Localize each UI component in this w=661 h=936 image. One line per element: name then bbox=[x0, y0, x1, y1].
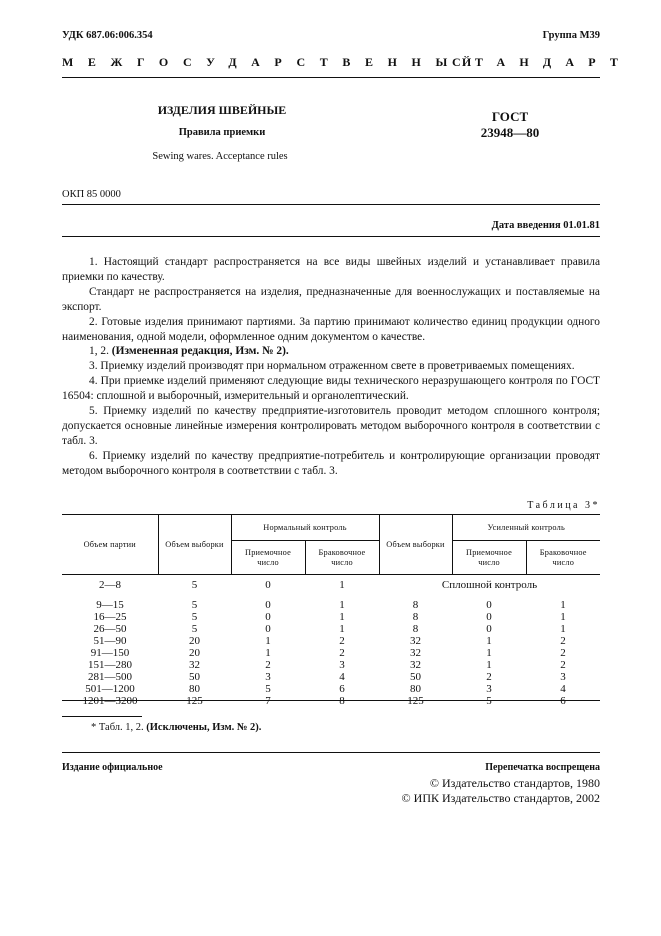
cell-accept: 0 bbox=[265, 579, 271, 592]
reprint-prohibited: Перепечатка воспрещена bbox=[485, 762, 600, 773]
cell-sample-tightened: 80 bbox=[410, 682, 421, 695]
udk-code: УДК 687.06:006.354 bbox=[62, 30, 153, 41]
cell-sample-tightened: 32 bbox=[410, 634, 421, 647]
date-rule bbox=[62, 236, 600, 237]
cell-sample: 5 bbox=[191, 579, 198, 592]
cell-accept: 2 bbox=[265, 658, 271, 671]
cell-accept: 0 bbox=[265, 622, 271, 635]
cell-accept-tightened: 2 bbox=[486, 670, 492, 683]
header-reject-tightened: Браковочное число bbox=[526, 541, 600, 575]
cell-accept-tightened: 1 bbox=[486, 646, 492, 659]
group-code: Группа М39 bbox=[542, 30, 600, 41]
paragraph-1b: Стандарт не распространяется на изделия, предназначенные для военнослужащих и поставляемые на экспорт. bbox=[62, 285, 600, 313]
okp-rule bbox=[62, 204, 600, 205]
banner-standard: СТАНДАРТ bbox=[452, 55, 633, 69]
gost-label: ГОСТ bbox=[491, 109, 529, 124]
effective-date bbox=[492, 220, 600, 231]
cell-reject: 1 bbox=[339, 579, 345, 592]
cell-lot: 501—1200 bbox=[85, 682, 135, 695]
copyright-1980: © Издательство стандартов, 1980 bbox=[429, 776, 600, 790]
edit-note bbox=[62, 344, 600, 359]
footnote-text: (Исключены, Изм. № 2). bbox=[146, 722, 262, 733]
cell-sample-tightened: 32 bbox=[410, 658, 421, 671]
cell-accept: 0 bbox=[265, 610, 271, 623]
cell-lot: 16—25 bbox=[93, 610, 127, 623]
header-sample-size-tightened: Объем выборки bbox=[379, 515, 452, 575]
table-caption: Таблица 3* bbox=[527, 500, 600, 511]
header-reject-normal: Браковочное число bbox=[305, 541, 379, 575]
cell-reject: 1 bbox=[339, 622, 345, 635]
table-row bbox=[62, 659, 600, 671]
footnote-rule bbox=[62, 716, 142, 717]
cell-accept-tightened: 0 bbox=[486, 598, 492, 611]
cell-sample: 5 bbox=[191, 598, 198, 611]
paragraph-4: 4. При приемке изделий применяют следующие виды технического неразрушающего контроля по ГОСТ 16504: сплошной и выборочный, измерительный и органолептический. bbox=[62, 375, 600, 403]
table-body bbox=[62, 575, 600, 707]
gost-number: 23948—80 bbox=[480, 125, 540, 140]
edit-note-text: (Измененная редакция, Изм. № 2). bbox=[111, 345, 289, 358]
cell-sample: 5 bbox=[191, 622, 198, 635]
cell-lot: 91—150 bbox=[90, 646, 130, 659]
header-accept-tightened: Приемочное число bbox=[452, 541, 526, 575]
effective-date-value: 01.01.81 bbox=[563, 220, 600, 231]
header-lot-size: Объем партии bbox=[62, 515, 158, 575]
cell-accept: 7 bbox=[265, 694, 271, 707]
cell-reject-tightened: 2 bbox=[560, 658, 566, 671]
cell-sample: 80 bbox=[189, 682, 200, 695]
paragraph-6: 6. Приемку изделий по качеству предприятие-потребитель и контролирующие организации проводят методом выборочного контроля в соответствии с табл. 3. bbox=[62, 449, 600, 477]
cell-sample: 32 bbox=[189, 658, 200, 671]
table-bottom-rule bbox=[62, 700, 600, 701]
body-text bbox=[62, 255, 600, 479]
doc-subtitle: Правила приемки bbox=[178, 127, 266, 138]
cell-lot: 2—8 bbox=[99, 579, 121, 592]
top-rule bbox=[62, 77, 600, 78]
cell-reject: 1 bbox=[339, 598, 345, 611]
cell-reject: 2 bbox=[339, 646, 345, 659]
banner-interstate: МЕЖГОСУДАРСТВЕННЫЙ bbox=[62, 55, 486, 69]
cell-lot: 26—50 bbox=[93, 622, 127, 635]
cell-reject: 8 bbox=[339, 694, 345, 707]
table-row bbox=[62, 647, 600, 659]
official-edition: Издание официальное bbox=[62, 762, 163, 773]
cell-lot: 1201—3200 bbox=[82, 694, 138, 707]
paragraph-5: 5. Приемку изделий по качеству предприятие-изготовитель проводит методом сплошного контроля; допускается основные линейные измерения контролировать методом выборочного контроля в соответствии с табл. 3. bbox=[62, 405, 600, 447]
cell-sample: 125 bbox=[186, 694, 203, 707]
doc-title: ИЗДЕЛИЯ ШВЕЙНЫЕ bbox=[157, 103, 287, 117]
copyright-2002: © ИПК Издательство стандартов, 2002 bbox=[401, 791, 600, 805]
cell-sample: 20 bbox=[189, 646, 200, 659]
table-row bbox=[62, 599, 600, 611]
footnote bbox=[91, 722, 261, 733]
cell-accept-tightened: 1 bbox=[486, 658, 492, 671]
paragraph-3: 3. Приемку изделий производят при нормальном отраженном свете в проветриваемых помещениях. bbox=[89, 360, 575, 373]
header-accept-normal: Приемочное число bbox=[231, 541, 305, 575]
cell-lot: 151—280 bbox=[88, 658, 132, 671]
acceptance-table bbox=[62, 514, 600, 707]
cell-reject: 1 bbox=[339, 610, 345, 623]
cell-sample-tightened: 8 bbox=[412, 598, 419, 611]
table-row bbox=[62, 575, 600, 593]
cell-reject-tightened: 2 bbox=[560, 646, 566, 659]
cell-reject-tightened: 1 bbox=[560, 610, 566, 623]
cell-accept: 0 bbox=[265, 598, 271, 611]
table-row bbox=[62, 611, 600, 623]
table-row bbox=[62, 635, 600, 647]
cell-sample: 20 bbox=[189, 634, 200, 647]
cell-full-inspection: Сплошной контроль bbox=[441, 579, 538, 592]
cell-accept-tightened: 0 bbox=[486, 610, 492, 623]
cell-accept-tightened: 3 bbox=[486, 682, 492, 695]
cell-sample-tightened: 32 bbox=[410, 646, 421, 659]
cell-sample: 5 bbox=[191, 610, 198, 623]
cell-sample-tightened: 50 bbox=[410, 670, 421, 683]
paragraph-1: 1. Настоящий стандарт распространяется на все виды швейных изделий и устанавливает правила приемки по качеству. bbox=[62, 256, 600, 283]
cell-sample-tightened: 8 bbox=[412, 622, 419, 635]
cell-accept: 5 bbox=[265, 682, 271, 695]
footer-rule bbox=[62, 752, 600, 753]
cell-lot: 281—500 bbox=[88, 670, 132, 683]
table-row bbox=[62, 671, 600, 683]
cell-reject-tightened: 1 bbox=[560, 598, 566, 611]
cell-accept-tightened: 1 bbox=[486, 634, 492, 647]
cell-lot: 9—15 bbox=[96, 598, 124, 611]
paragraph-2: 2. Готовые изделия принимают партиями. За партию принимают количество единиц продукции одного наименования, одной модели, оформленное одним документом о качестве. bbox=[62, 315, 600, 343]
cell-reject-tightened: 1 bbox=[560, 622, 566, 635]
edit-note-prefix: 1, 2. bbox=[89, 345, 109, 358]
cell-reject-tightened: 2 bbox=[560, 634, 566, 647]
cell-reject-tightened: 6 bbox=[560, 694, 566, 707]
table-row bbox=[62, 623, 600, 635]
cell-reject-tightened: 3 bbox=[560, 670, 566, 683]
cell-sample: 50 bbox=[189, 670, 200, 683]
cell-lot: 51—90 bbox=[93, 634, 127, 647]
cell-accept: 1 bbox=[265, 646, 271, 659]
footnote-prefix: * Табл. 1, 2. bbox=[91, 722, 144, 733]
header-tightened-control: Усиленный контроль bbox=[452, 515, 600, 541]
cell-sample-tightened: 8 bbox=[412, 610, 419, 623]
header-sample-size-normal: Объем выборки bbox=[158, 515, 231, 575]
cell-reject: 3 bbox=[339, 658, 345, 671]
cell-reject: 4 bbox=[339, 670, 345, 683]
cell-accept: 1 bbox=[265, 634, 271, 647]
effective-date-label: Дата введения bbox=[491, 220, 561, 231]
table-row bbox=[62, 683, 600, 695]
okp-code: ОКП 85 0000 bbox=[62, 189, 121, 200]
cell-accept: 3 bbox=[265, 670, 271, 683]
cell-accept-tightened: 0 bbox=[486, 622, 492, 635]
doc-title-english: Sewing wares. Acceptance rules bbox=[152, 151, 288, 162]
cell-reject: 6 bbox=[339, 682, 345, 695]
cell-accept-tightened: 5 bbox=[486, 694, 492, 707]
cell-sample-tightened: 125 bbox=[407, 694, 424, 707]
header-normal-control: Нормальный контроль bbox=[231, 515, 379, 541]
cell-reject: 2 bbox=[339, 634, 345, 647]
cell-reject-tightened: 4 bbox=[560, 682, 566, 695]
